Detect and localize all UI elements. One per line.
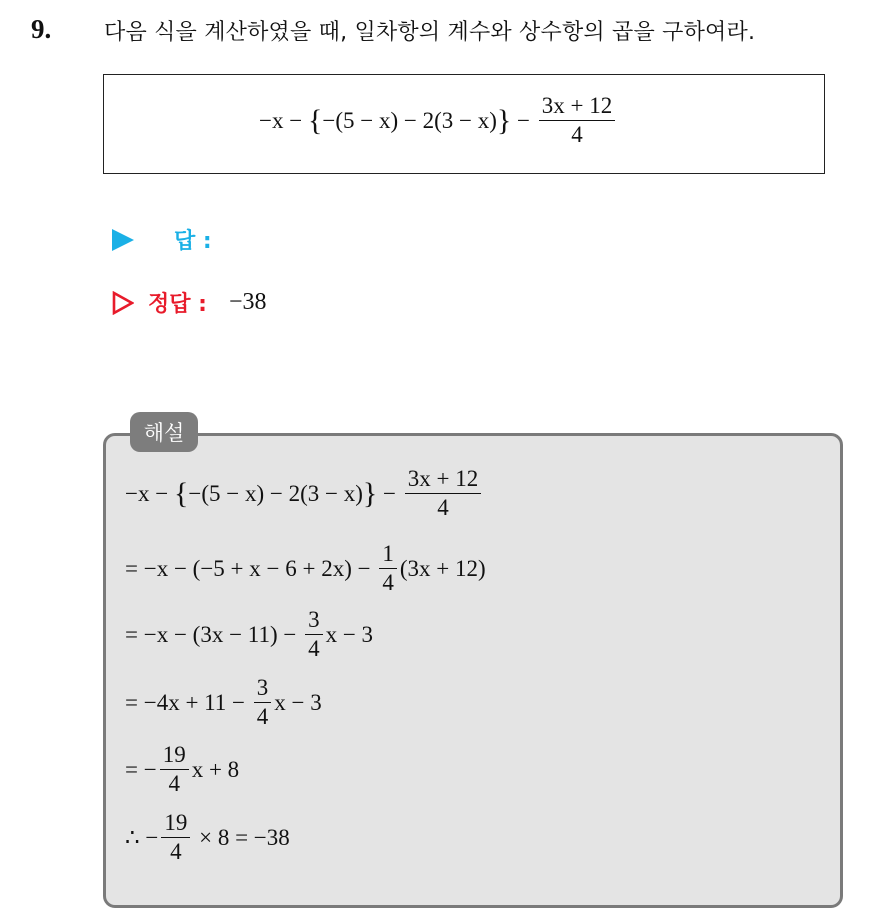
step-fraction — [161, 810, 190, 866]
step-fraction — [305, 607, 323, 663]
brace-open: { — [173, 476, 189, 510]
explanation-step-5 — [125, 742, 239, 798]
expr-part: −x − — [259, 107, 308, 133]
explanation-step-3 — [125, 607, 373, 663]
step-text: x + 8 — [191, 756, 240, 782]
step-fraction — [379, 541, 397, 597]
fraction-denominator: 4 — [382, 570, 394, 596]
brace-open: { — [307, 103, 323, 137]
fraction-numerator: 3 — [305, 607, 323, 635]
outline-play-icon — [112, 291, 134, 315]
fraction-denominator: 4 — [308, 636, 320, 662]
fraction-denominator: 4 — [170, 839, 182, 865]
step-text: (3x + 12) — [399, 555, 486, 581]
fraction-denominator: 4 — [168, 771, 180, 797]
step-text: −x − — [125, 480, 174, 506]
play-icon — [112, 229, 134, 251]
fraction-numerator: 1 — [379, 541, 397, 569]
step-fraction — [405, 466, 481, 522]
fraction-numerator: 19 — [161, 810, 190, 838]
question-number: 9. — [31, 14, 52, 44]
expr-inner: −(5 − x) − 2(3 − x) — [322, 107, 497, 133]
explanation-step-4 — [125, 675, 322, 731]
step-text: = − — [125, 756, 157, 782]
step-text: = −x − (3x − 11) − — [125, 621, 303, 647]
correct-answer-label: 정답 : — [148, 292, 207, 317]
fraction-numerator: 3x + 12 — [405, 466, 481, 494]
step-text: = −4x + 11 − — [125, 689, 251, 715]
step-text: = −x − (−5 + x − 6 + 2x) − — [125, 555, 377, 581]
step-text: − — [377, 480, 402, 506]
explanation-step-1 — [125, 466, 484, 522]
question-text: 다음 식을 계산하였을 때, 일차항의 계수와 상수항의 곱을 구하여라. — [104, 20, 756, 45]
fraction-denominator: 4 — [256, 704, 269, 730]
expr-minus: − — [511, 107, 536, 133]
correct-answer-value: −38 — [228, 289, 267, 315]
fraction-numerator: 3x + 12 — [539, 93, 615, 121]
step-text: x − 3 — [274, 689, 322, 715]
fraction-numerator: 3 — [254, 675, 272, 703]
step-fraction — [160, 742, 189, 798]
step-text: ∴ − — [125, 824, 159, 850]
answer-label: 답 : — [174, 229, 212, 254]
brace-close: } — [496, 103, 512, 137]
problem-expression-box — [103, 74, 825, 174]
correct-answer-row — [112, 287, 267, 318]
explanation-tab: 해설 — [130, 412, 198, 452]
brace-close: } — [362, 476, 378, 510]
step-fraction — [254, 675, 272, 731]
explanation-step-2 — [125, 541, 486, 597]
expr-fraction — [539, 93, 615, 149]
fraction-numerator: 19 — [160, 742, 189, 770]
step-text: × 8 = −38 — [193, 824, 290, 850]
fraction-denominator: 4 — [437, 495, 449, 521]
explanation-step-6 — [125, 810, 290, 866]
problem-expression — [259, 93, 618, 149]
answer-row — [112, 224, 212, 255]
step-text: x − 3 — [325, 621, 374, 647]
fraction-denominator: 4 — [571, 122, 583, 148]
step-text: −(5 − x) − 2(3 − x) — [188, 480, 363, 506]
